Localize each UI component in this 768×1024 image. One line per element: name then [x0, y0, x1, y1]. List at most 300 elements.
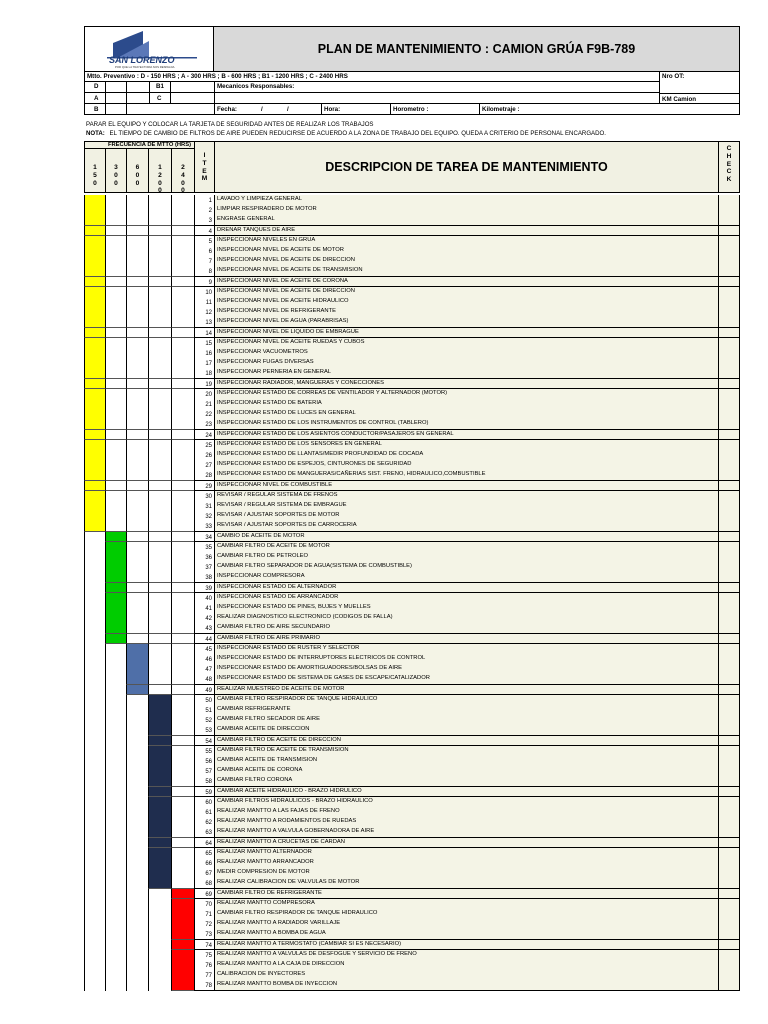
- frequency-cell: [84, 623, 106, 634]
- frequency-cell: [105, 940, 127, 951]
- task-description: CAMBIAR FILTRO RESPIRADOR DE TANQUE HIDRAULICO: [214, 695, 719, 706]
- frequency-cell: [84, 664, 106, 675]
- task-item-number: 13: [194, 317, 215, 328]
- task-check-box[interactable]: [718, 909, 740, 920]
- task-check-box[interactable]: [718, 950, 740, 961]
- task-description: INSPECCIONAR PERNERIA EN GENERAL: [214, 368, 719, 379]
- frequency-cell: [84, 715, 106, 726]
- frequency-cell: [171, 215, 195, 226]
- task-item-number: 24: [194, 430, 215, 441]
- frequency-cell: [171, 848, 195, 859]
- frequency-marker-1200: [148, 725, 172, 736]
- frequency-cell: [126, 246, 149, 257]
- task-description: INSPECCIONAR NIVEL DE ACEITE DE TRANSMISION: [214, 266, 719, 277]
- task-check-box[interactable]: [718, 776, 740, 787]
- nota-label: NOTA:: [86, 130, 105, 137]
- task-description: CAMBIAR FILTRO DE REFRIGERANTE: [214, 889, 719, 900]
- frequency-marker-2400: [171, 899, 195, 910]
- frequency-cell: [105, 654, 127, 665]
- task-check-box[interactable]: [718, 878, 740, 889]
- frequency-cell: [148, 358, 172, 369]
- task-check-box[interactable]: [718, 603, 740, 614]
- frequency-cell: [105, 766, 127, 777]
- task-item-number: 50: [194, 695, 215, 706]
- task-check-box[interactable]: [718, 634, 740, 645]
- task-check-box[interactable]: [718, 297, 740, 308]
- frequency-cell: [126, 552, 149, 563]
- frequency-marker-150: [84, 379, 106, 390]
- task-check-box[interactable]: [718, 195, 740, 206]
- frequency-marker-150: [84, 338, 106, 349]
- task-check-box[interactable]: [718, 583, 740, 594]
- frequency-cell: [148, 399, 172, 410]
- frequency-cell: [171, 358, 195, 369]
- task-description: REVISAR / REGULAR SISTEMA DE FRENOS: [214, 491, 719, 502]
- task-check-box[interactable]: [718, 817, 740, 828]
- frequency-cell: [105, 950, 127, 961]
- task-check-box[interactable]: [718, 736, 740, 747]
- frequency-marker-2400: [171, 909, 195, 920]
- task-description: REALIZAR MUESTREO DE ACEITE DE MOTOR: [214, 685, 719, 696]
- frequency-cell: [148, 909, 172, 920]
- frequency-cell: [171, 807, 195, 818]
- task-check-box[interactable]: [718, 940, 740, 951]
- frequency-cell: [148, 297, 172, 308]
- task-item-number: 51: [194, 705, 215, 716]
- frequency-cell: [105, 338, 127, 349]
- frequency-cell: [84, 552, 106, 563]
- task-check-box[interactable]: [718, 858, 740, 869]
- frequency-cell: [148, 460, 172, 471]
- frequency-cell: [171, 205, 195, 216]
- frequency-cell: [126, 919, 149, 930]
- task-check-box[interactable]: [718, 644, 740, 655]
- frequency-cell: [126, 215, 149, 226]
- frequency-cell: [126, 746, 149, 757]
- task-description: INSPECCIONAR ESTADO DE BATERIA: [214, 399, 719, 410]
- task-check-box[interactable]: [718, 695, 740, 706]
- frequency-cell: [105, 797, 127, 808]
- frequency-cell: [171, 389, 195, 400]
- frequency-cell: [171, 593, 195, 604]
- task-item-number: 36: [194, 552, 215, 563]
- frequency-marker-300: [105, 623, 127, 634]
- frequency-cell: [84, 766, 106, 777]
- frequency-marker-2400: [171, 960, 195, 971]
- task-item-number: 6: [194, 246, 215, 257]
- frequency-cell: [105, 195, 127, 206]
- frequency-cell: [126, 501, 149, 512]
- task-item-number: 69: [194, 889, 215, 900]
- task-check-box[interactable]: [718, 532, 740, 543]
- frequency-cell: [148, 215, 172, 226]
- frequency-cell: [171, 266, 195, 277]
- frequency-cell: [171, 776, 195, 787]
- frequency-cell: [105, 450, 127, 461]
- task-description: CAMBIO DE ACEITE DE MOTOR: [214, 532, 719, 543]
- frequency-cell: [148, 389, 172, 400]
- task-check-box[interactable]: [718, 277, 740, 288]
- task-item-number: 49: [194, 685, 215, 696]
- task-item-number: 61: [194, 807, 215, 818]
- frequency-cell: [84, 562, 106, 573]
- frequency-cell: [105, 389, 127, 400]
- task-description: CAMBIAR ACEITE HIDRAULICO - BRAZO HIDRULICO: [214, 787, 719, 798]
- task-description: LAVADO Y LIMPIEZA GENERAL: [214, 195, 719, 206]
- task-check-box[interactable]: [718, 623, 740, 634]
- task-description: INSPECCIONAR ESTADO DE ALTERNADOR: [214, 583, 719, 594]
- frequency-cell: [105, 399, 127, 410]
- horometro-cell[interactable]: [390, 103, 480, 115]
- frequency-cell: [171, 583, 195, 594]
- task-check-box[interactable]: [718, 787, 740, 798]
- note-safety: PARAR EL EQUIPO Y COLOCAR LA TARJETA DE SEGURIDAD ANTES DE REALIZAR LOS TRABAJOS: [86, 121, 374, 128]
- task-description: CAMBIAR FILTRO SEPARADOR DE AGUA(SISTEMA DE COMBUSTIBLE): [214, 562, 719, 573]
- frequency-marker-2400: [171, 950, 195, 961]
- frequency-cell: [126, 776, 149, 787]
- frequency-marker-2400: [171, 940, 195, 951]
- frequency-cell: [84, 950, 106, 961]
- task-check-box[interactable]: [718, 246, 740, 257]
- task-check-box[interactable]: [718, 491, 740, 502]
- frequency-cell: [148, 685, 172, 696]
- frequency-cell: [148, 603, 172, 614]
- task-check-box[interactable]: [718, 970, 740, 981]
- frequency-cell: [148, 980, 172, 991]
- task-check-box[interactable]: [718, 501, 740, 512]
- task-check-box[interactable]: [718, 725, 740, 736]
- kilometraje-cell[interactable]: [479, 103, 740, 115]
- fecha-label: Fecha:: [217, 106, 237, 113]
- task-check-box[interactable]: [718, 419, 740, 430]
- task-check-box[interactable]: [718, 746, 740, 757]
- task-item-number: 63: [194, 827, 215, 838]
- frequency-cell: [84, 848, 106, 859]
- frequency-cell: [84, 644, 106, 655]
- kilometraje-label: Kilometraje :: [482, 106, 520, 113]
- frequency-cell: [126, 695, 149, 706]
- frequency-marker-150: [84, 195, 106, 206]
- frequency-marker-2400: [171, 929, 195, 940]
- frequency-marker-150: [84, 266, 106, 277]
- freq-header-300: 3 0 0: [105, 148, 127, 193]
- frequency-cell: [171, 532, 195, 543]
- frequency-cell: [171, 695, 195, 706]
- frequency-cell: [105, 470, 127, 481]
- frequency-cell: [126, 287, 149, 298]
- task-check-box[interactable]: [718, 674, 740, 685]
- frequency-cell: [126, 277, 149, 288]
- task-check-box[interactable]: [718, 766, 740, 777]
- frequency-cell: [126, 389, 149, 400]
- frequency-cell: [105, 736, 127, 747]
- task-item-number: 75: [194, 950, 215, 961]
- code-b1: B1: [156, 83, 164, 90]
- frequency-cell: [171, 379, 195, 390]
- task-item-number: 35: [194, 542, 215, 553]
- task-description: INSPECCIONAR ESTADO DE MANGUERAS/CAÑERIAS SIST. FRENO, HIDRAULICO,COMBUSTIBLE: [214, 470, 719, 481]
- task-item-number: 32: [194, 511, 215, 522]
- task-check-box[interactable]: [718, 797, 740, 808]
- frequency-marker-300: [105, 572, 127, 583]
- frequency-marker-300: [105, 603, 127, 614]
- frequency-cell: [148, 266, 172, 277]
- frequency-cell: [148, 246, 172, 257]
- task-item-number: 54: [194, 736, 215, 747]
- task-check-box[interactable]: [718, 562, 740, 573]
- task-item-number: 28: [194, 470, 215, 481]
- task-check-box[interactable]: [718, 685, 740, 696]
- frequency-cell: [171, 450, 195, 461]
- frequency-cell: [148, 562, 172, 573]
- frequency-cell: [105, 878, 127, 889]
- task-check-box[interactable]: [718, 613, 740, 624]
- frequency-cell: [105, 787, 127, 798]
- code-d: D: [94, 83, 99, 90]
- frequency-cell: [171, 419, 195, 430]
- frequency-cell: [105, 980, 127, 991]
- frequency-cell: [105, 899, 127, 910]
- frequency-cell: [126, 521, 149, 532]
- frequency-cell: [105, 236, 127, 247]
- task-check-box[interactable]: [718, 389, 740, 400]
- task-check-box[interactable]: [718, 317, 740, 328]
- task-item-number: 65: [194, 848, 215, 859]
- frequency-cell: [105, 919, 127, 930]
- frequency-cell: [126, 542, 149, 553]
- task-check-box[interactable]: [718, 715, 740, 726]
- frequency-cell: [171, 654, 195, 665]
- task-item-number: 15: [194, 338, 215, 349]
- title-box: [213, 26, 740, 72]
- task-check-box[interactable]: [718, 399, 740, 410]
- task-item-number: 74: [194, 940, 215, 951]
- task-check-box[interactable]: [718, 838, 740, 849]
- frequency-cell: [126, 399, 149, 410]
- task-check-box[interactable]: [718, 430, 740, 441]
- frequency-cell: [105, 266, 127, 277]
- task-check-box[interactable]: [718, 899, 740, 910]
- task-item-number: 48: [194, 674, 215, 685]
- frequency-cell: [84, 705, 106, 716]
- frequency-cell: [84, 858, 106, 869]
- frequency-marker-300: [105, 532, 127, 543]
- frequency-cell: [126, 440, 149, 451]
- task-description: CAMBIAR FILTRO DE ACEITE DE DIRECCION: [214, 736, 719, 747]
- task-check-box[interactable]: [718, 440, 740, 451]
- task-description: REALIZAR MANTTO A RODAMIENTOS DE RUEDAS: [214, 817, 719, 828]
- task-description: REALIZAR MANTTO ARRANCADOR: [214, 858, 719, 869]
- frequency-cell: [171, 603, 195, 614]
- task-check-box[interactable]: [718, 409, 740, 420]
- frequency-cell: [148, 277, 172, 288]
- frequency-cell: [171, 634, 195, 645]
- task-description: INSPECCIONAR ESTADO DE PINES, BUJES Y MUELLES: [214, 603, 719, 614]
- frequency-cell: [84, 970, 106, 981]
- frequency-cell: [105, 868, 127, 879]
- task-check-box[interactable]: [718, 542, 740, 553]
- page-title: PLAN DE MANTENIMIENTO : CAMION GRÚA F9B-789: [317, 42, 636, 56]
- frequency-cell: [84, 807, 106, 818]
- task-check-box[interactable]: [718, 256, 740, 267]
- frequency-cell: [126, 980, 149, 991]
- nro-ot-label: Nro OT:: [662, 73, 685, 80]
- frequency-marker-300: [105, 593, 127, 604]
- task-check-box[interactable]: [718, 338, 740, 349]
- task-item-number: 57: [194, 766, 215, 777]
- task-check-box[interactable]: [718, 521, 740, 532]
- task-item-number: 33: [194, 521, 215, 532]
- task-check-box[interactable]: [718, 470, 740, 481]
- frequency-cell: [148, 328, 172, 339]
- task-check-box[interactable]: [718, 358, 740, 369]
- frequency-cell: [84, 797, 106, 808]
- task-check-box[interactable]: [718, 328, 740, 339]
- frequency-cell: [84, 725, 106, 736]
- task-item-number: 9: [194, 277, 215, 288]
- frequency-marker-2400: [171, 980, 195, 991]
- task-check-box[interactable]: [718, 572, 740, 583]
- frequency-cell: [105, 328, 127, 339]
- frequency-cell: [171, 470, 195, 481]
- task-check-box[interactable]: [718, 307, 740, 318]
- task-check-box[interactable]: [718, 460, 740, 471]
- frequency-cell: [84, 919, 106, 930]
- task-check-box[interactable]: [718, 827, 740, 838]
- task-check-box[interactable]: [718, 215, 740, 226]
- task-description: INSPECCIONAR NIVEL DE AGUA (PARABRISAS): [214, 317, 719, 328]
- task-check-box[interactable]: [718, 593, 740, 604]
- frequency-cell: [105, 226, 127, 237]
- san-lorenzo-logo: [85, 27, 213, 71]
- task-item-number: 7: [194, 256, 215, 267]
- frequency-cell: [148, 481, 172, 492]
- task-check-box[interactable]: [718, 960, 740, 971]
- frequency-marker-600: [126, 654, 149, 665]
- task-check-box[interactable]: [718, 205, 740, 216]
- task-description: CAMBIAR FILTRO DE PETROLEO: [214, 552, 719, 563]
- frequency-marker-600: [126, 644, 149, 655]
- frequency-marker-150: [84, 297, 106, 308]
- fecha-slash-2: /: [287, 106, 289, 113]
- task-check-box[interactable]: [718, 980, 740, 991]
- task-check-box[interactable]: [718, 807, 740, 818]
- task-check-box[interactable]: [718, 705, 740, 716]
- frequency-cell: [171, 491, 195, 502]
- fecha-cell[interactable]: [214, 103, 322, 115]
- frequency-cell: [84, 868, 106, 879]
- task-item-number: 39: [194, 583, 215, 594]
- frequency-cell: [84, 603, 106, 614]
- code-b-check[interactable]: [105, 103, 127, 115]
- frequency-cell: [105, 695, 127, 706]
- frequency-cell: [105, 297, 127, 308]
- frequency-marker-300: [105, 613, 127, 624]
- frequency-cell: [105, 715, 127, 726]
- frequency-cell: [84, 899, 106, 910]
- frequency-cell: [105, 705, 127, 716]
- task-item-number: 19: [194, 379, 215, 390]
- frequency-cell: [171, 644, 195, 655]
- frequency-cell: [148, 307, 172, 318]
- frequency-cell: [84, 787, 106, 798]
- frequency-cell: [171, 246, 195, 257]
- frequency-cell: [171, 572, 195, 583]
- task-check-box[interactable]: [718, 287, 740, 298]
- task-check-box[interactable]: [718, 654, 740, 665]
- task-check-box[interactable]: [718, 664, 740, 675]
- frequency-cell: [105, 368, 127, 379]
- task-check-box[interactable]: [718, 848, 740, 859]
- task-description: CALIBRACION DE INYECTORES: [214, 970, 719, 981]
- frequency-marker-150: [84, 205, 106, 216]
- frequency-cell: [126, 317, 149, 328]
- task-check-box[interactable]: [718, 266, 740, 277]
- task-description: CAMBIAR ACEITE DE CORONA: [214, 766, 719, 777]
- note-filters: [86, 130, 606, 137]
- task-check-box[interactable]: [718, 929, 740, 940]
- frequency-cell: [105, 746, 127, 757]
- frequency-cell: [84, 980, 106, 991]
- frequency-marker-1200: [148, 715, 172, 726]
- task-check-box[interactable]: [718, 379, 740, 390]
- task-description: REVISAR / AJUSTAR SOPORTES DE CARROCERIA: [214, 521, 719, 532]
- task-check-box[interactable]: [718, 552, 740, 563]
- frequency-cell: [84, 674, 106, 685]
- task-description: REVISAR / AJUSTAR SOPORTES DE MOTOR: [214, 511, 719, 522]
- task-item-number: 40: [194, 593, 215, 604]
- task-check-box[interactable]: [718, 481, 740, 492]
- frequency-cell: [171, 817, 195, 828]
- task-item-number: 53: [194, 725, 215, 736]
- frequency-cell: [171, 195, 195, 206]
- frequency-cell: [171, 317, 195, 328]
- task-check-box[interactable]: [718, 226, 740, 237]
- task-check-box[interactable]: [718, 450, 740, 461]
- frequency-cell: [126, 297, 149, 308]
- task-check-box[interactable]: [718, 889, 740, 900]
- task-check-box[interactable]: [718, 756, 740, 767]
- task-check-box[interactable]: [718, 236, 740, 247]
- task-description: REALIZAR MANTTO A RADIADOR VARILLAJE: [214, 919, 719, 930]
- task-item-number: 71: [194, 909, 215, 920]
- task-check-box[interactable]: [718, 511, 740, 522]
- frequency-cell: [126, 419, 149, 430]
- task-check-box[interactable]: [718, 919, 740, 930]
- frequency-cell: [171, 562, 195, 573]
- task-item-number: 21: [194, 399, 215, 410]
- frequency-cell: [126, 797, 149, 808]
- frequency-marker-150: [84, 348, 106, 359]
- frequency-cell: [171, 858, 195, 869]
- descripcion-header: [214, 141, 719, 193]
- task-description: INSPECCIONAR ESTADO DE AMORTIGUADORES/BOLSAS DE AIRE: [214, 664, 719, 675]
- fecha-slash-1: /: [261, 106, 263, 113]
- frequency-cell: [126, 470, 149, 481]
- frequency-cell: [171, 511, 195, 522]
- frequency-cell: [105, 929, 127, 940]
- task-check-box[interactable]: [718, 868, 740, 879]
- hora-cell[interactable]: [321, 103, 391, 115]
- frequency-cell: [126, 593, 149, 604]
- task-check-box[interactable]: [718, 348, 740, 359]
- frequency-cell: [171, 797, 195, 808]
- frequency-marker-300: [105, 583, 127, 594]
- frequency-cell: [126, 532, 149, 543]
- frequency-cell: [126, 715, 149, 726]
- nro-ot-cell[interactable]: [659, 71, 740, 94]
- task-check-box[interactable]: [718, 368, 740, 379]
